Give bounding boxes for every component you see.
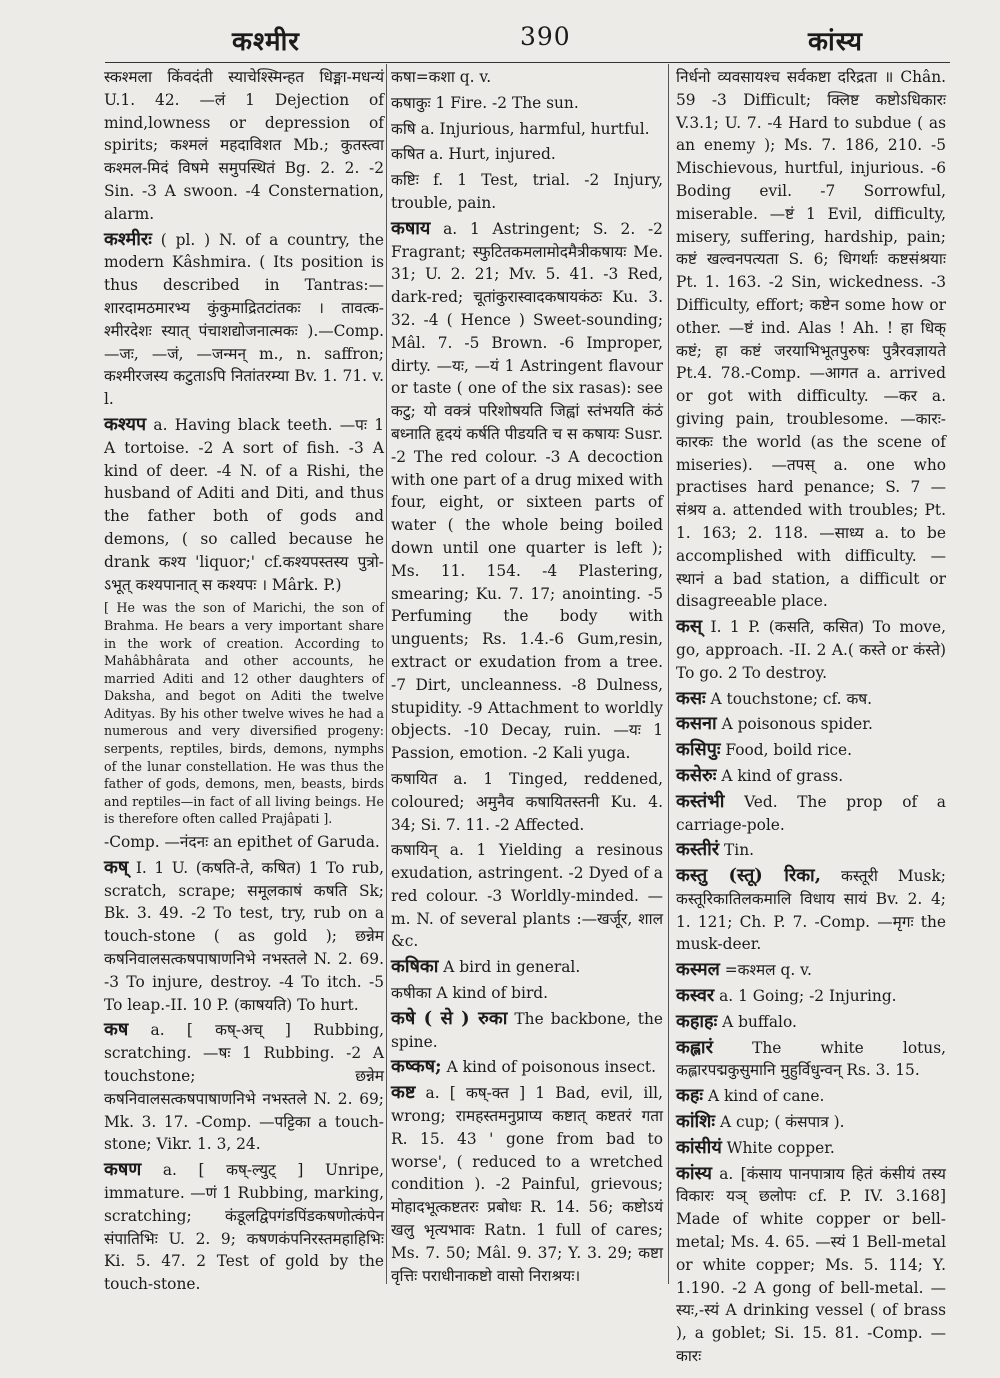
entry-headword: कांसीयं xyxy=(676,1136,722,1158)
page-number: 390 xyxy=(520,22,571,51)
entry-text: a. 1 Astringent; S. 2. -2 Fragrant; स्फुटितकमलामोदमैत्रीकषायः Me. 31; U. 2. 21; Mv. 5. 41. -3 Red, dark-red; चूतांकुरास्वादकषायकंठः Ku. 3. 32. -4 ( Hence ) Sweet-sounding; Mâl. 7. -5 Brown. -6 Improper, dirty. —यः, —यं 1 Astringent flavour or taste ( one of the six rasas): see कटु; यो वक्त्रं परिशोषयति जिह्वां स्तंभयति कंठं बध्नाति हृदयं कर्षति पीडयति च स कषायः Susr. -2 The red colour. -3 A decoction with one part of a drug mixed with four, eight, or sixteen parts of water ( the whole being boiled down until one quarter is left ); Ms. 11. 154. -4 Plastering, smearing; Ku. 7. 17; anointing. -5 Perfuming the body with unguents; Rs. 1.4.-6 Gum,resin, extract or exudation from a tree. -7 Dirt, uncleanness. -8 Dulness, stupidity. -9 Attachment to worldly objects. -10 Decay, ruin. —यः 1 Passion, emotion. -2 Kali yuga. xyxy=(391,219,663,763)
dictionary-entry xyxy=(104,857,384,1017)
dictionary-entry xyxy=(676,1085,946,1108)
entry-text: A cup; ( कंसपात्र ). xyxy=(719,1113,845,1132)
dictionary-entry xyxy=(104,414,384,596)
entry-text: कषित a. Hurt, injured. xyxy=(391,145,556,164)
dictionary-entry xyxy=(391,768,663,836)
entry-text: A poisonous spider. xyxy=(721,715,873,734)
dictionary-entry xyxy=(391,143,663,166)
entry-headword: कह्लारं xyxy=(676,1036,713,1058)
entry-headword: कष्ट xyxy=(391,1082,416,1104)
entry-text: स्कश्मला किंवदंती स्याचेश्स्मिन्हत धिङ्मा-मधन्यं U.1. 42. —लं 1 Dejection of mind,lowness or depression of spirits; कश्मलं महदाविशत Mb.; कुतस्त्वा कश्मल-मिदं विषमे समुपस्थितं Bg. 2. 2. -2 Sin. -3 A swoon. -4 Consternation, alarm. xyxy=(104,68,384,223)
entry-text: A kind of grass. xyxy=(721,766,844,785)
entry-headword: कसना xyxy=(676,713,717,735)
dictionary-entry xyxy=(676,1037,946,1083)
entry-text: [ He was the son of Marichi, the son of Brahma. He bears a very important share in the work of creation. According to Mahâbhârata and other accounts, he married Aditi and 12 other daughters of Daksha, and begot on Aditi the twelve Adityas. By his other twelve wives he had a numerous and very diversified progeny: serpents, reptiles, birds, demons, nymphs of the lunar constellation. He was thus the father of gods, demons, men, beasts, birds and reptiles—in fact of all living beings. He is therefore often called Prajâpati ]. xyxy=(104,600,384,827)
entry-text: निर्धनो व्यवसायश्च सर्वकष्टा दरिद्रता ॥ Chân. 59 -3 Difficult; क्लिष्ट कष्टोऽधिकारः V.3.1; U. 7. -4 Hard to subdue ( as an enemy ); Ms. 7. 186, 210. -5 Mischievous, hurtful, injurious. -6 Boding evil. -7 Sorrowful, miserable. —ष्टं 1 Evil, difficulty, misery, suffering, hardship, pain; कष्टं खल्वनपत्यता S. 6; धिगर्थाः कष्टसंश्रयाः Pt. 1. 163. -2 Sin, wickedness. -3 Difficulty, effort; कष्टेन some how or other. —ष्टं ind. Alas ! Ah. ! हा धिक् कष्टं; हा कष्टं जरयाभिभूतपुरुषः पुत्रैरवज्ञायते Pt.4. 78.-Comp. —आगत a. arrived or got with difficulty. —कर a. giving pain, troublesome. —कारः-कारकः the world (as the scene of miseries). —तपस् a. one who practises hard penance; S. 7 —संश्रय a. attended with troubles; Pt. 1. 163; 2. 118. —साध्य a. to be accomplished with difficulty. —स्थानं a bad station, a difficult or disagreeable place. xyxy=(676,68,946,611)
entry-text: कषा=कशा q. v. xyxy=(391,68,492,86)
dictionary-entry xyxy=(391,169,663,215)
entry-text: ( pl. ) N. of a country, the modern Kâshmira. ( Its position is thus described in Tantras:— शारदामठमारभ्य कुंकुमाद्रितटांतकः । तावत्क-श्मीरदेशः स्यात् पंचाशद्योजनात्मकः ).—Comp. —जः, —जं, —जन्मन् m., n. saffron; कश्मीरजस्य कटुताऽपि नितांतरम्या Bv. 1. 71. v. l. xyxy=(104,230,384,409)
entry-text: The white lotus, कह्लारपद्मकुसुमानि मुहुर्विधुन्वन् Rs. 3. 15. xyxy=(676,1038,946,1080)
entry-text: Ved. The prop of a carriage-pole. xyxy=(676,792,946,834)
entry-text: =कश्मल q. v. xyxy=(724,961,812,980)
dictionary-entry xyxy=(391,1008,663,1054)
entry-text: a. [ कष्-क्त ] 1 Bad, evil, ill, wrong; रामहस्तमनुप्राप्य कष्टात् कष्टतरं गता R. 15. 43 ' gone from bad to worse', ( reduced to a wretched condition ). -2 Painful, grievous; मोहादभूत्कष्टतरः प्रबोधः R. 14. 56; कष्टोऽयं खलु भृत्यभावः Ratn. 1 full of cares; Ms. 7. 50; Mâl. 9. 37; Y. 3. 29; कष्टा वृत्तिः पराधीनाकष्टो वासो निराश्रयः। xyxy=(391,1084,663,1285)
entry-text: Tin. xyxy=(724,841,755,860)
dictionary-entry xyxy=(676,959,946,982)
dictionary-entry xyxy=(104,66,384,226)
dictionary-entry xyxy=(104,599,384,828)
entry-text: I. 1 P. (कसति, कसित) To move, go, approach. -II. 2 A.( कस्ते or कंस्ते) To go. 2 To destroy. xyxy=(676,618,946,682)
entry-text: कस्तूरी Musk; कस्तूरिकातिलकमालि विधाय सायं Bv. 2. 4; 1. 121; Ch. P. 7. -Comp. —मृगः the musk-deer. xyxy=(676,867,946,954)
dictionary-entry xyxy=(391,956,663,979)
entry-text: कषीका A kind of bird. xyxy=(391,984,549,1003)
entry-text: a. 1 Going; -2 Injuring. xyxy=(719,987,897,1006)
entry-text: I. 1 U. (कषति-ते, कषित) 1 To rub, scratch, scrape; समूलकाषं कषति Sk; Bk. 3. 49. -2 To test, try, rub on a touch-stone ( as gold ); छन्नेम कषनिवालसत्कषपाषाणनिभे नभस्तले N. 2. 69. -3 To injure, destroy. -4 To itch. -5 To leap.-II. 10 P. (काषयति) To hurt. xyxy=(104,858,384,1014)
left-running-head: कश्मीर xyxy=(232,27,300,57)
entry-headword: कस्तंभी xyxy=(676,790,725,812)
dictionary-entry xyxy=(676,1163,946,1368)
entry-text: White copper. xyxy=(726,1138,835,1157)
dictionary-entry xyxy=(676,66,946,613)
entry-headword: कस् xyxy=(676,616,702,638)
dictionary-entry xyxy=(676,1137,946,1160)
entry-text: a. [ कष्-ल्युट् ] Unripe, immature. —णं 1 Rubbing, marking, scratching; कंडूलद्विपगंडपिंडकषणोत्कंपेन संपातिभिः U. 2. 9; कषणकंपनिरस्तमहाहिभिः Ki. 5. 47. 2 Test of gold by the touch-stone. xyxy=(104,1161,384,1294)
dictionary-entry xyxy=(104,831,384,854)
entry-headword: कहः xyxy=(676,1085,704,1107)
right-running-head: कांस्य xyxy=(808,27,863,57)
entry-headword: कष xyxy=(104,1019,129,1041)
header-rule xyxy=(105,62,950,63)
entry-headword: कांशिः xyxy=(676,1111,716,1133)
entry-headword: कश्मीरः xyxy=(104,228,152,250)
entry-text: A buffalo. xyxy=(722,1012,797,1031)
entry-text: कषि a. Injurious, harmful, hurtful. xyxy=(391,119,650,138)
entry-text: a. [कंसाय पानपात्राय हितं कंसीयं तस्य विकारः यञ् छलोपः cf. P. IV. 3.168] Made of white copper or bell-metal; Ms. 4. 65. —स्यं 1 Bell-metal or white copper; Ms. 5. 114; Y. 1.190. -2 A gong of bell-metal. —स्यः,-स्यं A drinking vessel ( of brass ), a goblet; Si. 15. 81. -Comp. —कारः xyxy=(676,1164,946,1366)
dictionary-entry xyxy=(391,92,663,115)
entry-text: A kind of poisonous insect. xyxy=(446,1058,656,1077)
dictionary-entry xyxy=(391,1056,663,1079)
column-divider-1 xyxy=(386,64,387,1284)
dictionary-entry xyxy=(391,982,663,1005)
entry-text: a. Having black teeth. —पः 1 A tortoise. -2 A sort of fish. -3 A kind of deer. -4 N. of a Rishi, the husband of Aditi and Diti, and thus the father both of gods and demons, ( so called because he drank कश्य 'liquor;' cf.कश्यपस्तस्य पुत्रो-ऽभूत् कश्यपानात् स कश्यपः । Mârk. P.) xyxy=(104,415,384,594)
dictionary-entry xyxy=(676,688,946,711)
dictionary-entry xyxy=(676,1011,946,1034)
entry-headword: कष् xyxy=(104,856,129,878)
dictionary-entry xyxy=(676,1111,946,1134)
dictionary-entry xyxy=(676,865,946,956)
entry-text: a. [ कष्-अच् ] Rubbing, scratching. —षः 1 Rubbing. -2 A touchstone; छन्नेम कषनिवालसत्कषपाषाणनिभे नभस्तले N. 2. 69; Mk. 3. 17. -Comp. —पट्टिका a touch-stone; Vikr. 1. 3, 24. xyxy=(104,1021,384,1154)
entry-text: The backbone, the spine. xyxy=(391,1009,663,1051)
entry-text: कष्टिः f. 1 Test, trial. -2 Injury, trouble, pain. xyxy=(391,171,663,212)
dictionary-entry xyxy=(391,1082,663,1287)
entry-headword: कहाहः xyxy=(676,1010,718,1032)
dictionary-entry xyxy=(676,713,946,736)
entry-headword: कश्यप xyxy=(104,413,147,435)
entry-text: A kind of cane. xyxy=(707,1087,825,1106)
entry-headword: कस्वर xyxy=(676,985,715,1007)
entry-headword: कषण xyxy=(104,1159,142,1181)
entry-text: Food, boild rice. xyxy=(725,741,853,760)
dictionary-entry xyxy=(391,839,663,953)
entry-text: कषाकुः 1 Fire. -2 The sun. xyxy=(391,93,579,112)
entry-headword: कस्तु (स्तू) रिका, xyxy=(676,865,821,887)
dictionary-entry xyxy=(676,765,946,788)
entry-headword: कषे ( से ) रुका xyxy=(391,1007,508,1029)
entry-headword: कषिका xyxy=(391,956,439,978)
dictionary-entry xyxy=(676,616,946,684)
entry-headword: कस्मल xyxy=(676,959,720,981)
dictionary-entry xyxy=(676,985,946,1008)
entry-headword: कस्तीरं xyxy=(676,839,720,861)
entry-text: A bird in general. xyxy=(443,958,581,977)
dictionary-entry xyxy=(676,839,946,862)
entry-headword: कसेरुः xyxy=(676,764,717,786)
entry-headword: कांस्य xyxy=(676,1162,712,1184)
dictionary-entry xyxy=(104,1019,384,1156)
dictionary-entry xyxy=(676,791,946,837)
column-divider-2 xyxy=(668,64,669,1284)
entry-headword: कसः xyxy=(676,687,706,709)
column-1 xyxy=(104,66,384,1306)
dictionary-entry xyxy=(391,66,663,89)
dictionary-entry xyxy=(676,739,946,762)
entry-text: कषायित a. 1 Tinged, reddened, coloured; अमुनैव कषायितस्तनी Ku. 4. 34; Si. 7. 11. -2 Affected. xyxy=(391,769,663,834)
column-2 xyxy=(391,66,663,1306)
dictionary-entry xyxy=(104,229,384,411)
dictionary-entry xyxy=(391,218,663,765)
entry-headword: कसिपुः xyxy=(676,739,721,761)
entry-text: A touchstone; cf. कष. xyxy=(710,689,873,708)
column-3 xyxy=(676,66,946,1366)
entry-text: -Comp. —नंदनः an epithet of Garuda. xyxy=(104,833,380,852)
entry-headword: कष्कष; xyxy=(391,1056,442,1078)
entry-text: कषायिन् a. 1 Yielding a resinous exudation, astringent. -2 Dyed of a red colour. -3 Worldly-minded. —m. N. of several plants :—खर्जूर, शाल &c. xyxy=(391,841,663,951)
entry-headword: कषाय xyxy=(391,217,431,239)
dictionary-entry xyxy=(391,118,663,141)
dictionary-entry xyxy=(104,1159,384,1296)
